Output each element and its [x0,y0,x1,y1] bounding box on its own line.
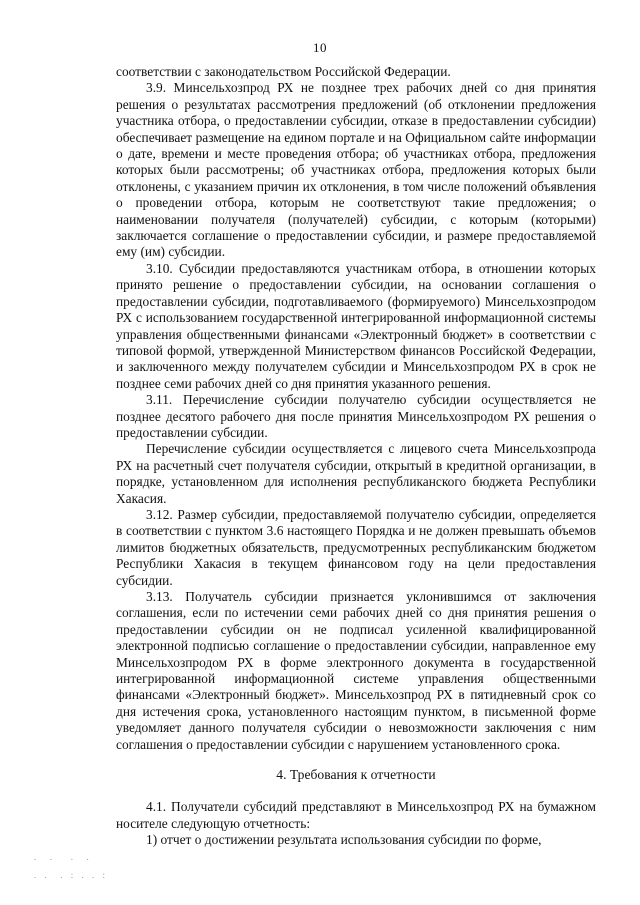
paragraph-3-11: 3.11. Перечисление субсидии получателю субсидии осуществляется не позднее десятого рабочего дня после принятия Минсельхозпродом РХ решения о предоставлении субсидии. [116,392,596,440]
paragraph-3-12: 3.12. Размер субсидии, предоставляемой получателю субсидии, определяется в соответствии с пунктом 3.6 настоящего Порядка и не должен превышать объемов лимитов бюджетных обязательств, предусмотренных республиканским бюджетом Республики Хакасия в текущем финансовом году на цели предоставления субсидии. [116,506,596,588]
paragraph-3-11-transfer: Перечисление субсидии осуществляется с лицевого счета Минсельхозпрода РХ на расчетный счет получателя субсидии, открытый в кредитной организации, в порядке, установленном для исполнения республиканского бюджета Республики Хакасия. [116,441,596,506]
paragraph-4-1: 4.1. Получатели субсидий представляют в Минсельхозпрод РХ на бумажном носителе следующую отчетность: [116,799,596,831]
paragraph-3-9: 3.9. Минсельхозпрод РХ не позднее трех рабочих дней со дня принятия решения о результатах рассмотрения предложений (об отклонении предложения участника отбора, о предоставлении субсидии, отказе в предоставлении субсидии) обеспечивает размещение на едином портале и на Официальном сайте информации о дате, времени и месте проведения отбора; об участниках отбора, предложения которых были рассмотрены; об участниках отбора, предложения которых были отклонены, с указанием причин их отклонения, в том числе положений объявления о проведении отбора, которым не соответствуют такие предложения; о наименовании получателя (получателей) субсидии, с которым (которыми) заключается соглашение о предоставлении субсидии, и размере предоставляемой ему (им) субсидии. [116,80,596,260]
scan-noise: . . . . . . . : . . : [34,852,109,880]
document-body [116,64,596,849]
paragraph-continuation: соответствии с законодательством Российской Федерации. [116,64,451,79]
paragraph-3-13: 3.13. Получатель субсидии признается уклонившимся от заключения соглашения, если по истечении семи рабочих дней со дня принятия решения о предоставлении субсидии он не подписал усиленной квалифицированной электронной подписью соглашение о предоставлении субсидии, направленное ему Минсельхозпродом РХ в форме электронного документа в государственной интегрированной информационной системе управления общественными финансами «Электронный бюджет». Минсельхозпрод РХ в пятидневный срок со дня истечения срока, установленного настоящим пунктом, в письменной форме уведомляет данного получателя субсидии о невозможности заключения с ним соглашения о предоставлении субсидии с нарушением установленного срока. [116,589,596,752]
section-heading: 4. Требования к отчетности [276,767,436,783]
page-number: 10 [313,40,327,55]
paragraph-3-10: 3.10. Субсидии предоставляются участникам отбора, в отношении которых принято решение о предоставлении субсидии, на основании соглашения о предоставлении субсидии, подготавливаемого (формируемого) Минсельхозпродом РХ с использованием государственной интегрированной информационной системы управления общественными финансами «Электронный бюджет» в соответствии с типовой формой, утвержденной Министерством финансов Российской Федерации, и заключенного между получателем субсидии и Минсельхозпродом РХ в срок не позднее семи рабочих дней со дня принятия указанного решения. [116,260,596,391]
paragraph-4-1-item-1: 1) отчет о достижении результата использования субсидии по форме, [146,832,542,848]
